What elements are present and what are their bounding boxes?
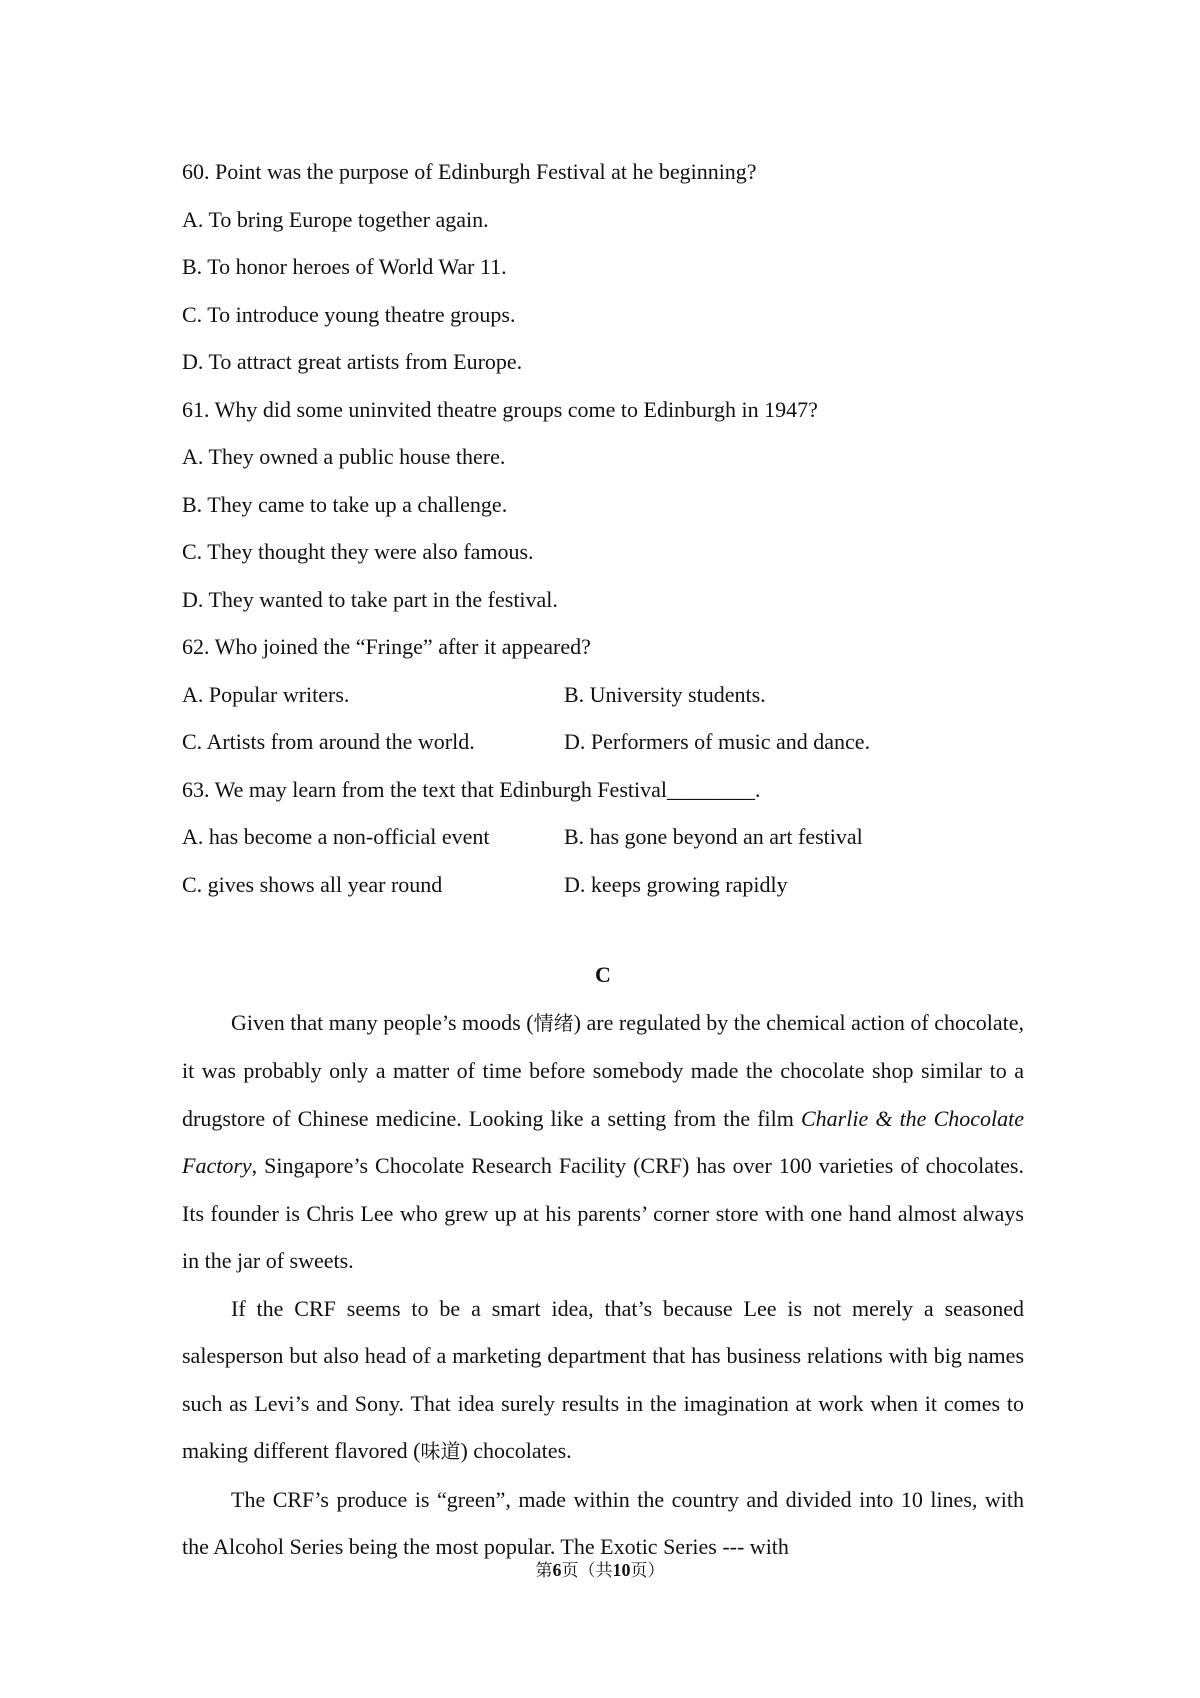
question-63-option-a: A. has become a non-official event — [182, 824, 490, 849]
question-63-option-d: D. keeps growing rapidly — [564, 871, 788, 897]
question-63-option-c: C. gives shows all year round — [182, 871, 443, 897]
question-61-option-c: C. They thought they were also famous. — [182, 539, 534, 564]
footer-suffix: 页） — [630, 1561, 665, 1581]
question-62-options-row-1 — [182, 671, 1024, 719]
question-63-options-row-2 — [182, 861, 1024, 909]
question-61-stem: 61. Why did some uninvited theatre groups come to Edinburgh in 1947? — [182, 396, 818, 422]
passage-paragraph-1 — [182, 999, 1024, 1285]
page-footer — [0, 1558, 1200, 1583]
passage-paragraph-3: The CRF’s produce is “green”, made within the country and divided into 10 lines, with the Alcohol Series being the most popular. The Exotic Series --- with — [182, 1486, 1024, 1559]
question-62-option-d: D. Performers of music and dance. — [564, 729, 871, 754]
passage-paragraph-2 — [182, 1285, 1024, 1476]
question-61-option-b: B. They came to take up a challenge. — [182, 491, 508, 517]
question-63-stem: 63. We may learn from the text that Edinburgh Festival________. — [182, 776, 761, 802]
page-content — [182, 148, 1024, 1571]
question-62-option-a: A. Popular writers. — [182, 681, 350, 707]
question-60-option-d: D. To attract great artists from Europe. — [182, 349, 523, 374]
passage-paragraph-2-text-a: If the CRF seems to be a smart idea, that’s because Lee is not merely a seasoned salesperson but also head of a marketing department that has business relations with big names such as Levi’s and Sony. That idea surely results in the imagination at work when it comes to making different flavored ( — [182, 1295, 1024, 1463]
question-60-option-b: B. To honor heroes of World War 11. — [182, 254, 507, 279]
passage-paragraph-1-text-a: Given that many people’s moods ( — [231, 1009, 534, 1035]
passage-paragraph-2-text-b: ) chocolates. — [460, 1438, 572, 1463]
question-62-options-row-2 — [182, 718, 1024, 766]
footer-total-pages: 10 — [612, 1560, 631, 1580]
question-62-option-c: C. Artists from around the world. — [182, 729, 475, 754]
section-heading: C — [595, 962, 611, 987]
footer-middle: 页（共 — [561, 1561, 613, 1581]
question-61-option-d: D. They wanted to take part in the festival. — [182, 586, 558, 612]
question-62-stem: 62. Who joined the “Fringe” after it appeared? — [182, 634, 591, 659]
passage-film-title: Charlie & the Chocolate Factory — [182, 1105, 1024, 1178]
question-62-option-b: B. University students. — [564, 681, 766, 707]
footer-prefix: 第 — [535, 1561, 553, 1581]
question-60-option-a: A. To bring Europe together again. — [182, 206, 489, 232]
footer-page-number: 6 — [552, 1560, 562, 1580]
passage-paragraph-1-text-b: ) are regulated by the chemical action of chocolate, it was probably only a matter of time before somebody made the chocolate shop similar to a drugstore of Chinese medicine. Looking like a setting from the film — [182, 1009, 1025, 1131]
passage-paragraph-2-chinese-gloss: 味道 — [420, 1439, 461, 1463]
question-63-options-row-1 — [182, 813, 1024, 861]
passage-paragraph-1-text-c: , Singapore’s Chocolate Research Facility (CRF) has over 100 varieties of chocolates. Its founder is Chris Lee who grew up at his parents’ corner store with one hand almost always in the jar of sweets. — [182, 1153, 1024, 1273]
question-60-stem: 60. Point was the purpose of Edinburgh Festival at he beginning? — [182, 159, 757, 184]
question-61-option-a: A. They owned a public house there. — [182, 444, 506, 469]
question-63-option-b: B. has gone beyond an art festival — [564, 824, 863, 849]
question-60-option-c: C. To introduce young theatre groups. — [182, 301, 516, 327]
passage-paragraph-1-chinese-gloss: 情绪 — [533, 1010, 574, 1035]
